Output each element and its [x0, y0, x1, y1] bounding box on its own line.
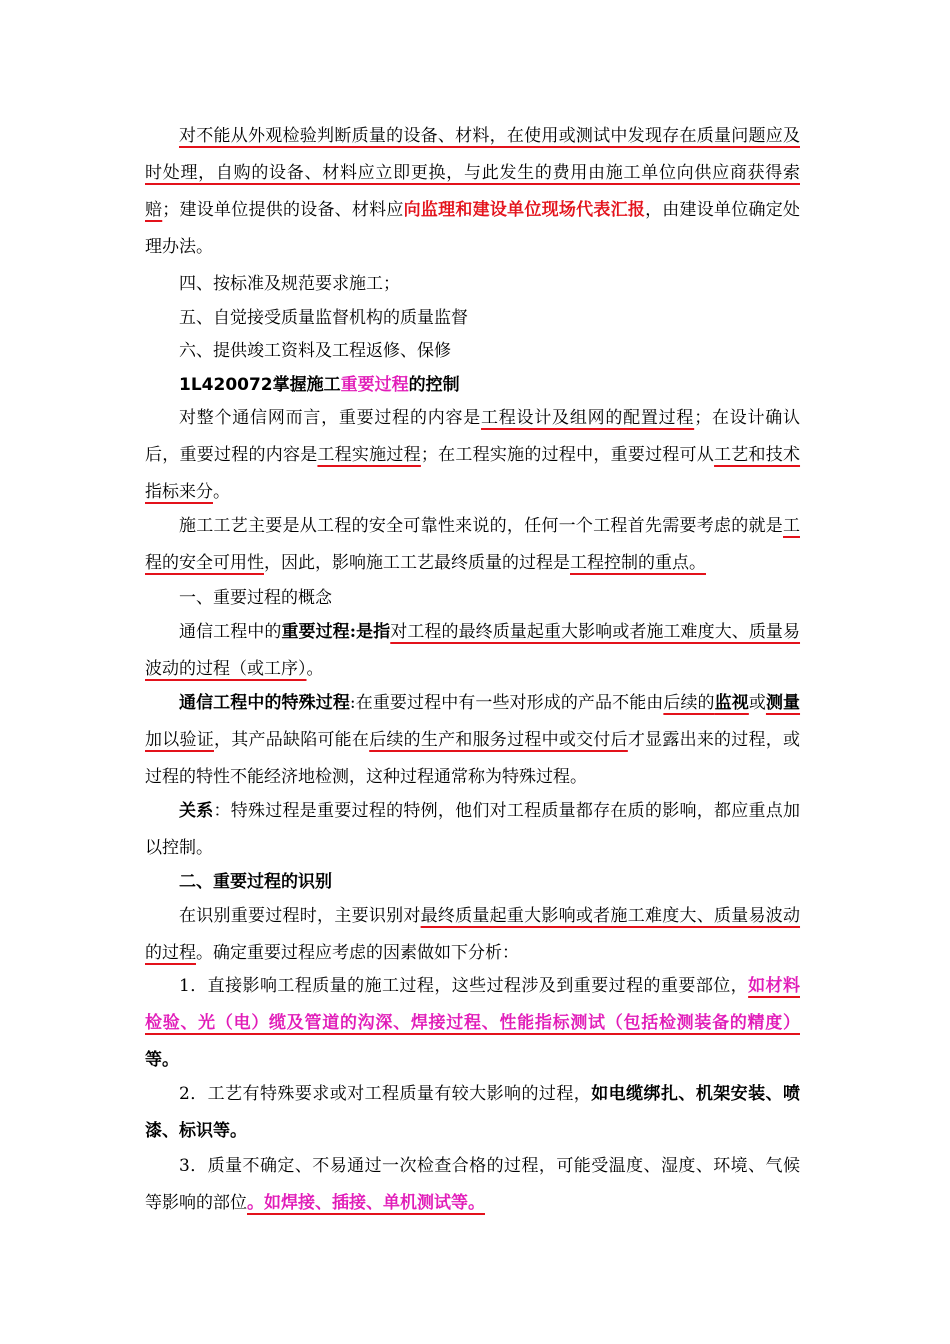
numbered-item-3: [145, 1148, 800, 1222]
text: 通信工程中的: [179, 622, 282, 642]
paragraph-network-overview: [145, 400, 800, 511]
list-item-5: 五、自觉接受质量监督机构的质量监督: [179, 308, 468, 328]
text: 才显露出来的过程，或过程的特性不能经济地检测，这种过程通常称为特殊过程。: [145, 730, 801, 787]
pink-underlined-text: 。如焊接、插接、单机测试等。: [247, 1193, 485, 1213]
text: 在识别重要过程时，主要识别对: [179, 906, 421, 926]
underlined-text: 工程设计及组网的配置过程: [481, 408, 695, 428]
heading-highlight: 重要过程: [340, 375, 409, 395]
text: :在重要过程中有一些对形成的产品不能由: [349, 693, 664, 713]
text: ；在工程实施的过程中，重要过程可从: [420, 445, 715, 465]
text: 。确定重要过程应考虑的因素做如下分析：: [196, 943, 519, 963]
underlined-bold-text: 测量: [765, 693, 801, 713]
text: 对整个通信网而言，重要过程的内容是: [179, 408, 481, 428]
heading-code: 1L420072掌握施工: [179, 375, 341, 395]
text: 1．直接影响工程质量的施工过程，这些过程涉及到重要过程的重要部位，: [179, 976, 749, 996]
underlined-text: 后续的生产和服务过程中或交付后: [369, 730, 628, 750]
paragraph-special-process-definition: [145, 685, 800, 796]
text: ；建设单位提供的设备、材料应: [162, 200, 404, 220]
text: 。: [306, 659, 324, 679]
text: ：特殊过程是重要过程的特例，他们对工程质量都存在质的影响，都应重点加以控制。: [145, 801, 800, 858]
text: ，由建设单位确定处理办法。: [145, 200, 801, 257]
numbered-item-2: [145, 1076, 800, 1150]
bold-text: 通信工程中的特殊过程: [179, 693, 350, 713]
underlined-text: 工艺和技术指标来分: [145, 445, 801, 502]
text: 2．工艺有特殊要求或对工程质量有较大影响的过程，: [179, 1084, 592, 1104]
section-heading: [145, 367, 800, 404]
pink-underlined-text: 如材料检验、光（电）缆及管道的沟深、焊接过程、性能指标测试（包括检测装备的精度）: [145, 976, 800, 1033]
paragraph-identification: [145, 898, 800, 972]
paragraph-process-safety: [145, 508, 800, 582]
underlined-text: 工程的安全可用性: [145, 516, 800, 573]
list-item-4: 四、按标准及规范要求施工；: [179, 274, 400, 294]
text: 3．质量不确定、不易通过一次检查合格的过程，可能受温度、湿度、环境、气候等影响的部位: [145, 1156, 800, 1213]
highlight-text: 向监理和建设单位现场代表汇报: [403, 200, 646, 220]
heading-tail: 的控制: [408, 375, 460, 395]
underlined-text: 工程实施过程: [317, 445, 421, 465]
bold-text: 如电缆绑扎、机架安装、喷漆、标识等。: [145, 1084, 800, 1141]
section-title-concept: 一、重要过程的概念: [179, 588, 332, 608]
text: ；在设计确认后，重要过程的内容是: [145, 408, 801, 465]
text: ，因此，影响施工工艺最终质量的过程是: [264, 553, 570, 573]
paragraph-important-process-definition: [145, 614, 800, 688]
bold-text: 关系: [179, 801, 214, 821]
paragraph-material-handling: [145, 118, 800, 266]
bold-text: 重要过程:是指: [281, 622, 391, 642]
underlined-text: 后续的: [663, 693, 715, 713]
paragraph-relationship: [145, 793, 800, 867]
list-item-6: 六、提供竣工资料及工程返修、保修: [179, 341, 451, 361]
text: 施工工艺主要是从工程的安全可靠性来说的，任何一个工程首先需要考虑的就是: [179, 516, 783, 536]
underlined-text: 对工程的最终质量起重大影响或者施工难度大、质量易波动的过程（或工序）: [145, 622, 801, 679]
underlined-text: 对不能从外观检验判断质量的设备、材料，在使用或测试中发现存在质量问题应及时处理，自购的设备、材料应立即更换，与此发生的费用由施工单位向供应商获得索赔: [145, 126, 800, 220]
text: 。: [213, 482, 230, 502]
underlined-text: 加以验证: [145, 730, 214, 750]
section-title-identification: 二、重要过程的识别: [179, 872, 332, 892]
underlined-text: 最终质量起重大影响或者施工难度大、质量易波动的过程: [145, 906, 801, 963]
text: ，其产品缺陷可能在: [213, 730, 370, 750]
text: 或: [748, 693, 766, 713]
underlined-bold-text: 监视: [714, 693, 749, 713]
numbered-item-1: [145, 968, 800, 1079]
bold-text: 等。: [145, 1050, 179, 1070]
underlined-text: 工程控制的重点。: [570, 553, 706, 573]
